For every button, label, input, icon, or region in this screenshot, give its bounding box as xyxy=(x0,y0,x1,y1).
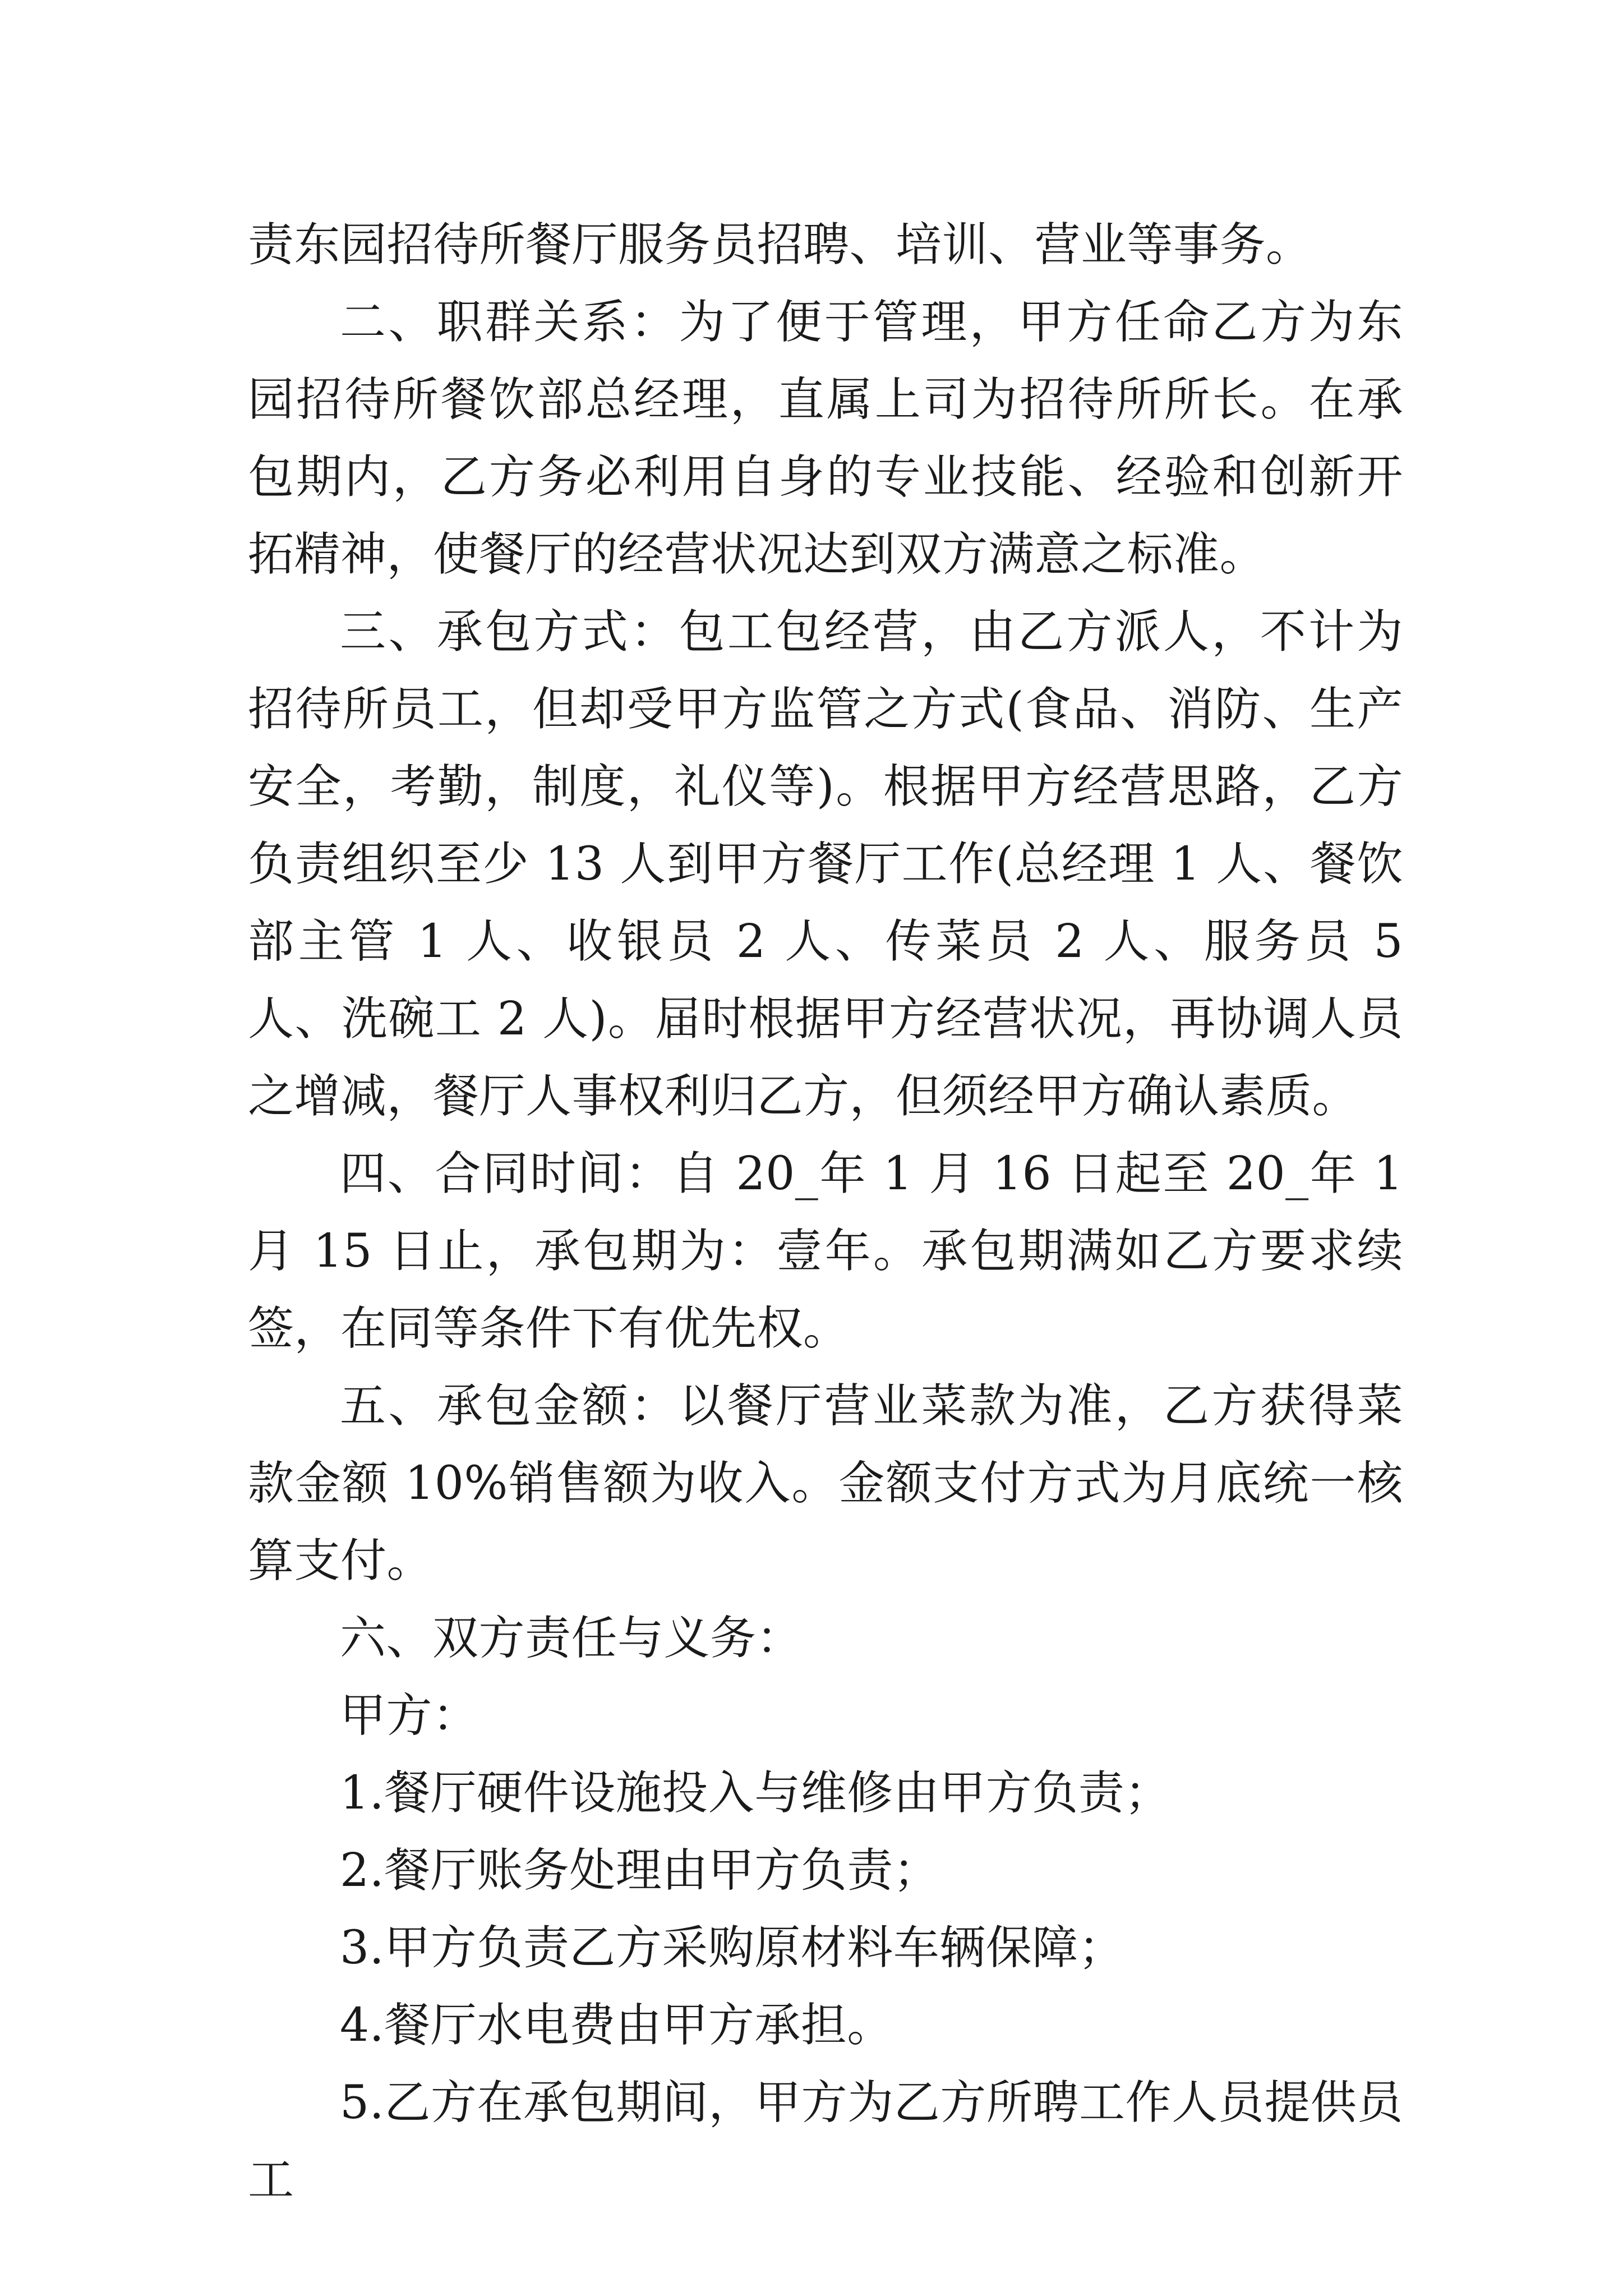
list-item: 2.餐厅账务处理由甲方负责； xyxy=(340,1844,940,1897)
list-item: 5.乙方在承包期间，甲方为乙方所聘工作人员提供员工 xyxy=(248,2076,1403,2207)
paragraph-section-5: 五、承包金额：以餐厅营业菜款为准，乙方获得菜款金额 10%销售额为收入。金额支付方式为月底统一核算支付。 xyxy=(248,1379,1403,1588)
paragraph-section-6: 六、双方责任与义务： xyxy=(340,1612,803,1665)
paragraph-continuation: 责东园招待所餐厅服务员招聘、培训、营业等事务。 xyxy=(248,218,1312,272)
paragraph-section-4: 四、合同时间：自 20_年 1 月 16 日起至 20_年 1 月 15 日止，承包期为：壹年。承包期满如乙方要求续签，在同等条件下有优先权。 xyxy=(248,1147,1403,1355)
paragraph-section-3: 三、承包方式：包工包经营，由乙方派人，不计为招待所员工，但却受甲方监管之方式(食品、消防、生产安全，考勤，制度，礼仪等)。根据甲方经营思路，乙方负责组织至少 13 人到甲方餐厅工作(总经理 1 人、餐饮部主管 1 人、收银员 2 人、传菜员 2 人、服务员 5 人、洗碗工 2 人)。届时根据甲方经营状况，再协调人员之增减，餐厅人事权利归乙方，但须经甲方确认素质。 xyxy=(248,605,1403,1123)
list-item: 3.甲方负责乙方采购原材料车辆保障； xyxy=(340,1921,1125,1975)
party-a-heading: 甲方： xyxy=(340,1689,479,1742)
paragraph-section-2: 二、职群关系：为了便于管理，甲方任命乙方为东园招待所餐饮部总经理，直属上司为招待所所长。在承包期内，乙方务必利用自身的专业技能、经验和创新开拓精神，使餐厅的经营状况达到双方满意之标准。 xyxy=(248,296,1403,581)
list-item: 4.餐厅水电费由甲方承担。 xyxy=(340,1999,893,2052)
list-item: 1.餐厅硬件设施投入与维修由甲方负责； xyxy=(340,1766,1171,1820)
document-body xyxy=(248,206,1403,2219)
